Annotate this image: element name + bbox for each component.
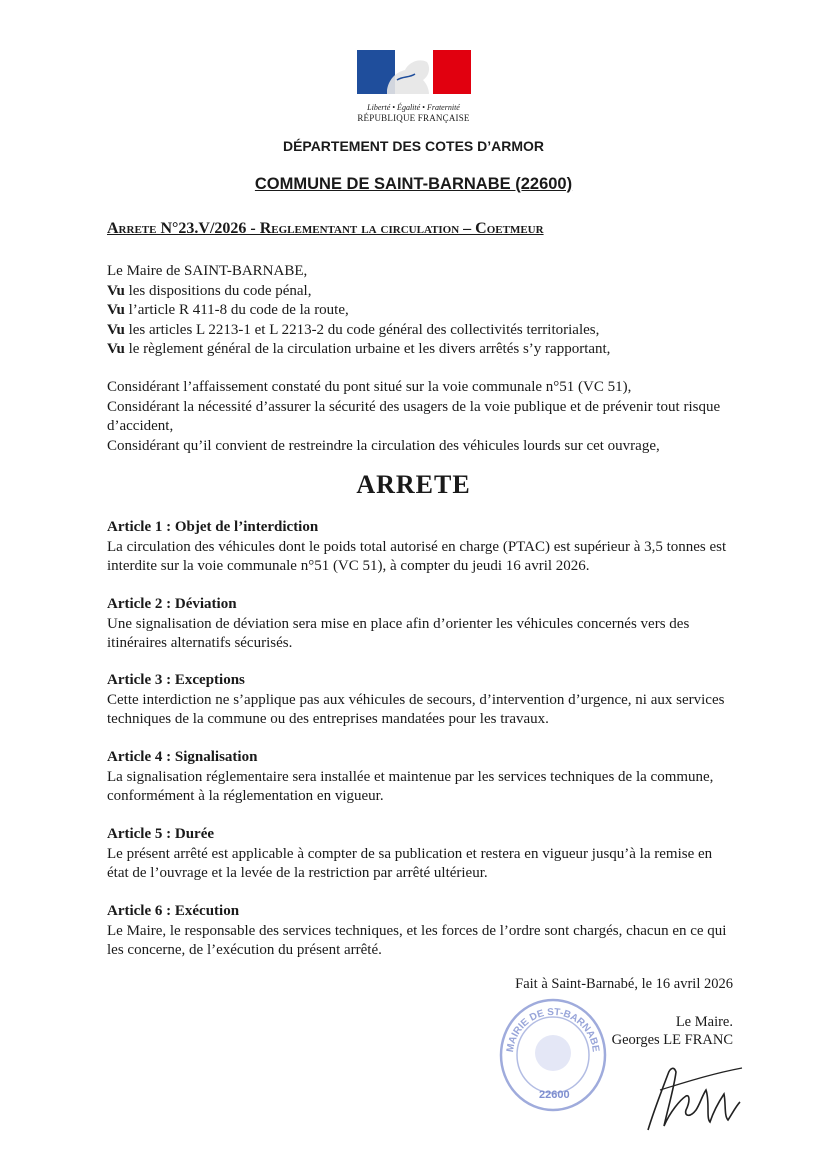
vu-text: les articles L 2213-1 et L 2213-2 du code général des collectivités territoriales, [128,321,600,338]
arrete-heading: ARRETE [356,470,471,499]
signatory-role: Le Maire. [675,1014,733,1030]
vu-line [107,321,737,341]
considerant-line: Considérant l’affaissement constaté du pont situé sur la voie communale n°51 (VC 51), [107,379,632,395]
vu-word: Vu [107,341,125,357]
vu-text: le règlement général de la circulation urbaine et les divers arrêtés s’y rapportant, [128,341,611,357]
signatory-name: Georges LE FRANC [611,1032,733,1048]
republic-label: RÉPUBLIQUE FRANÇAISE [357,113,470,123]
preamble [107,262,737,360]
department-heading: DÉPARTEMENT DES COTES D’ARMOR [282,138,545,154]
article-5 [107,825,737,884]
article-1 [107,518,737,577]
arrete-title: Arrete N°23.V/2026 - Reglementant la circulation – Coetmeur [107,220,544,237]
article-title: Article 6 : Exécution [107,903,240,919]
article-text: Le présent arrêté est applicable à compter de sa publication et restera en vigueur jusqu’à la remise en état de l’ouvrage et la levée de la restriction par arrêté ultérieur. [107,845,713,881]
republique-francaise-logo [0,50,827,123]
vu-word: Vu [107,302,125,318]
article-text: La signalisation réglementaire sera installée et maintenue par les services techniques de la commune, conformément à la réglementation en vigueur. [107,768,714,804]
considerant-line: Considérant qu’il convient de restreindre la circulation des véhicules lourds sur cet ouvrage, [107,437,660,454]
article-3 [107,671,737,730]
article-text: Le Maire, le responsable des services techniques, et les forces de l’ordre sont chargés, chacun en ce qui les concerne, de l’exécution du présent arrêté. [107,922,727,958]
article-title: Article 5 : Durée [107,826,215,842]
vu-word: Vu [107,282,125,299]
article-title: Article 3 : Exceptions [107,672,245,688]
vu-text: les dispositions du code pénal, [128,282,312,299]
commune-heading: COMMUNE DE SAINT-BARNABE (22600) [254,175,573,193]
article-text: La circulation des véhicules dont le poids total autorisé en charge (PTAC) est supérieur à 3,5 tonnes est interdite sur la voie communale n°51 (VC 51), à compter du jeudi 16 avril 2026. [107,538,727,574]
place-and-date: Fait à Saint-Barnabé, le 16 avril 2026 [515,976,733,992]
vu-text: l’article R 411-8 du code de la route, [128,302,349,318]
article-title: Article 1 : Objet de l’interdiction [107,519,319,535]
motto: Liberté • Égalité • Fraternité [367,103,460,112]
article-title: Article 4 : Signalisation [107,749,258,765]
article-text: Cette interdiction ne s’applique pas aux véhicules de secours, d’intervention d’urgence, ni aux services techniques de la commune ou des entreprises mandatées pour les travaux. [107,691,725,727]
vu-word: Vu [107,321,125,338]
article-6 [107,902,737,961]
article-title: Article 2 : Déviation [107,596,237,612]
considerant-line: Considérant la nécessité d’assurer la sécurité des usagers de la voie publique et de prévenir tout risque d’accident, [107,398,721,434]
article-4 [107,748,737,807]
signatory [480,1013,733,1049]
vu-line [107,282,737,302]
marianne-flag-icon [357,50,471,94]
considerants [107,378,737,456]
stamp-text: MAIRIE DE ST-BARNABE [504,1006,601,1053]
handwritten-signature [640,1060,750,1135]
article-2 [107,595,737,654]
vu-line [107,340,737,360]
mayor-line: Le Maire de SAINT-BARNABE, [107,263,308,279]
article-text: Une signalisation de déviation sera mise en place afin d’orienter les véhicules concernés vers des itinéraires alternatifs sécurisés. [107,615,690,651]
vu-line [107,301,737,321]
stamp-code: 22600 [539,1089,570,1101]
